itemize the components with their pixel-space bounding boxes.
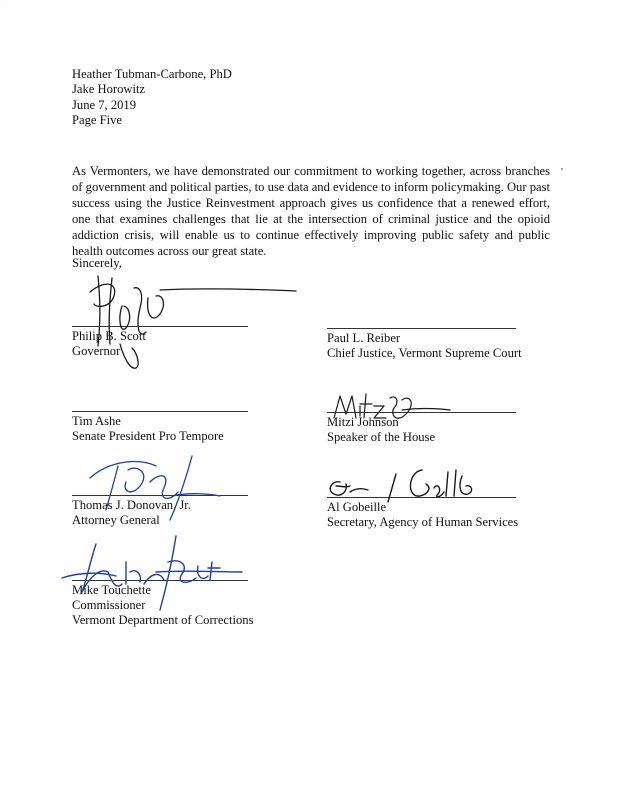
- letter-date: June 7, 2019: [72, 97, 137, 112]
- signature-line-scott: [72, 326, 248, 327]
- signatory-name: Paul L. Reiber: [327, 331, 401, 345]
- recipient-name-1: Heather Tubman-Carbone, PhD: [72, 67, 232, 81]
- signatory-title: Commissioner: [72, 598, 146, 613]
- signatory-title: Speaker of the House: [327, 430, 436, 445]
- signatory-name: Mitzi Johnson: [327, 415, 399, 429]
- signatory-name: Al Gobeille: [327, 500, 387, 514]
- recipient-name-2: Jake Horowitz: [72, 82, 146, 97]
- signature-line-gobeille: [327, 497, 516, 498]
- letter-header: [72, 67, 232, 129]
- signatory-scott: [72, 329, 146, 359]
- signature-line-reiber: [327, 328, 516, 329]
- signature-line-touchette: [72, 580, 248, 581]
- signature-scott-image: [60, 258, 310, 378]
- signatory-title: Attorney General: [72, 513, 160, 528]
- scan-mark: ·: [2, 4, 4, 10]
- signatory-title: Chief Justice, Vermont Supreme Court: [327, 346, 522, 361]
- signatory-ashe: [72, 414, 224, 444]
- page-number: Page Five: [72, 113, 123, 128]
- signatory-donovan: [72, 498, 191, 528]
- signatory-johnson: [327, 415, 435, 445]
- scan-dot: [561, 168, 563, 170]
- signature-line-ashe: [72, 411, 248, 412]
- signatory-title: Governor: [72, 344, 121, 359]
- signatory-touchette: [72, 583, 254, 629]
- closing-salutation: Sincerely,: [72, 256, 122, 270]
- signatory-gobeille: [327, 500, 518, 530]
- signatory-name: Thomas J. Donovan, Jr.: [72, 498, 191, 512]
- signatory-title: Senate President Pro Tempore: [72, 429, 224, 444]
- signatory-name: Tim Ashe: [72, 414, 121, 428]
- body-paragraph: As Vermonters, we have demonstrated our commitment to working together, across branches of government and political parties, to use data and evidence to inform policymaking. Our past success using the Justice Reinvestment approach gives us confidence that a renewed effort, one that examines challenges that lie at the intersection of criminal justice and the opioid addiction crisis, will enable us to continue effectively improving public safety and public health outcomes across our great state.: [72, 164, 550, 258]
- signatory-name: Mike Touchette: [72, 583, 151, 597]
- signature-line-johnson: [327, 412, 516, 413]
- signature-line-donovan: [72, 495, 248, 496]
- signatory-department: Vermont Department of Corrections: [72, 613, 254, 628]
- signatory-reiber: [327, 331, 522, 361]
- signatory-name: Philip B. Scott: [72, 329, 146, 343]
- signatory-title: Secretary, Agency of Human Services: [327, 515, 519, 530]
